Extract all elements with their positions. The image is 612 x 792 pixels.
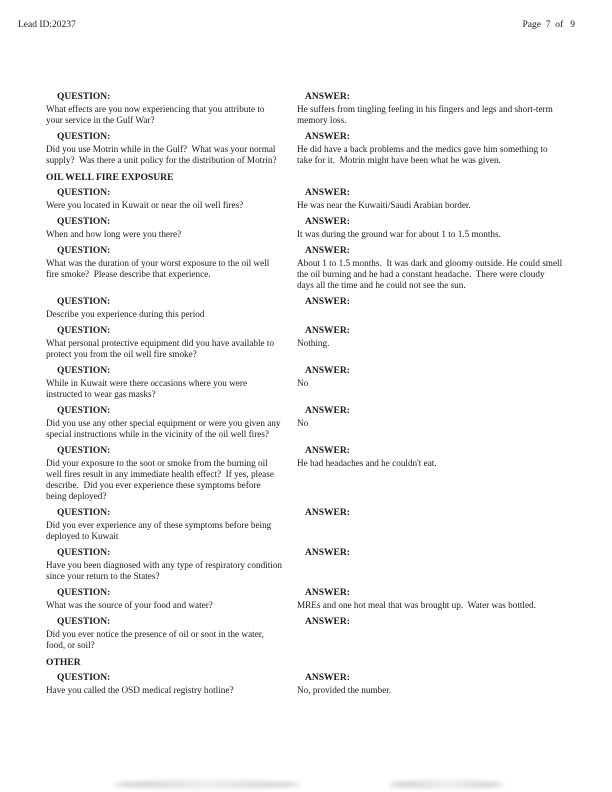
qa-row: [46, 297, 563, 320]
question-text: What was the source of your food and water?: [46, 600, 213, 610]
qa-row: [46, 92, 563, 126]
question-text: Did you use Motrin while in the Gulf? What was your normal supply? Was there a unit policy for the distribution of Motrin?: [46, 144, 278, 165]
question-label: QUESTION:: [57, 548, 111, 558]
answer-text: Nothing.: [297, 338, 330, 348]
lead-id: Lead ID:20237: [18, 20, 76, 30]
answer-label: ANSWER:: [305, 508, 350, 518]
answer-text: About 1 to 1.5 months. It was dark and gloomy outside. He could smell the oil burning and he had a constant headache. There were cloudy days all the time and he could not see the sun.: [297, 258, 565, 290]
qa-row: [46, 188, 563, 211]
question-text: When and how long were you there?: [46, 229, 182, 239]
page-header: [18, 20, 575, 30]
answer-cell: [297, 617, 563, 651]
section-heading: OIL WELL FIRE EXPOSURE: [46, 172, 174, 183]
question-text: Have you been diagnosed with any type of respiratory condition since your return to the States?: [46, 560, 285, 581]
answer-cell: [297, 246, 563, 291]
question-label: QUESTION:: [57, 588, 111, 598]
answer-label: ANSWER:: [305, 446, 350, 456]
question-cell: [46, 132, 297, 166]
qa-row: [46, 132, 563, 166]
question-cell: [46, 548, 297, 582]
question-cell: [46, 246, 297, 291]
answer-label: ANSWER:: [305, 548, 350, 558]
answer-cell: [297, 217, 563, 240]
answer-label: ANSWER:: [305, 217, 350, 227]
qa-row: [46, 326, 563, 360]
question-label: QUESTION:: [57, 132, 111, 142]
question-text: What effects are you now experiencing that you attribute to your service in the Gulf War?: [46, 104, 267, 125]
question-cell: [46, 326, 297, 360]
answer-label: ANSWER:: [305, 406, 350, 416]
answer-label: ANSWER:: [305, 188, 350, 198]
qa-row: [46, 217, 563, 240]
answer-text: It was during the ground war for about 1 to 1.5 months.: [297, 229, 501, 239]
answer-label: ANSWER:: [305, 92, 350, 102]
question-cell: [46, 366, 297, 400]
answer-label: ANSWER:: [305, 326, 350, 336]
answer-text: He had headaches and he couldn't eat.: [297, 458, 437, 468]
answer-cell: [297, 406, 563, 440]
question-text: Did you use any other special equipment or were you given any special instructions while in the vicinity of the oil well fires?: [46, 418, 283, 439]
qa-row: [46, 366, 563, 400]
question-cell: [46, 588, 297, 611]
question-label: QUESTION:: [57, 406, 111, 416]
qa-list: [46, 92, 563, 702]
page-number: Page 7 of 9: [522, 20, 575, 30]
question-text: What personal protective equipment did you have available to protect you from the oil well fire smoke?: [46, 338, 277, 359]
question-label: QUESTION:: [57, 188, 111, 198]
question-text: Describe you experience during this period: [46, 309, 205, 319]
question-cell: [46, 446, 297, 502]
qa-row: [46, 673, 563, 696]
qa-row: [46, 406, 563, 440]
question-cell: [46, 92, 297, 126]
question-label: QUESTION:: [57, 217, 111, 227]
answer-text: No, provided the number.: [297, 685, 392, 695]
answer-label: ANSWER:: [305, 297, 350, 307]
question-text: What was the duration of your worst exposure to the oil well fire smoke? Please describe that experience.: [46, 258, 272, 279]
answer-text: He did have a back problems and the medics gave him something to take for it. Motrin might have been what he was given.: [297, 144, 550, 165]
answer-cell: [297, 508, 563, 542]
question-label: QUESTION:: [57, 366, 111, 376]
question-text: Were you located in Kuwait or near the oil well fires?: [46, 200, 244, 210]
answer-text: MREs and one hot meal that was brought up. Water was bottled.: [297, 600, 536, 610]
question-label: QUESTION:: [57, 246, 111, 256]
qa-row: [46, 246, 563, 291]
answer-label: ANSWER:: [305, 132, 350, 142]
question-label: QUESTION:: [57, 92, 111, 102]
answer-cell: [297, 92, 563, 126]
answer-text: He was near the Kuwaiti/Saudi Arabian border.: [297, 200, 471, 210]
answer-cell: [297, 326, 563, 360]
answer-cell: [297, 446, 563, 502]
answer-cell: [297, 297, 563, 320]
question-cell: [46, 188, 297, 211]
answer-text: He suffers from tingling feeling in his fingers and legs and short-term memory loss.: [297, 104, 556, 125]
scan-artifact-left: [114, 780, 300, 789]
answer-cell: [297, 188, 563, 211]
answer-cell: [297, 132, 563, 166]
question-cell: [46, 297, 297, 320]
answer-text: No: [297, 378, 309, 388]
qa-row: [46, 588, 563, 611]
question-text: Have you called the OSD medical registry hotline?: [46, 685, 234, 695]
question-label: QUESTION:: [57, 508, 111, 518]
question-cell: [46, 406, 297, 440]
qa-row: [46, 548, 563, 582]
answer-cell: [297, 588, 563, 611]
scan-artifact-right: [389, 780, 503, 789]
question-text: Did you ever experience any of these symptoms before being deployed to Kuwait: [46, 520, 274, 541]
answer-text: No: [297, 418, 309, 428]
question-text: While in Kuwait were there occasions where you were instructed to wear gas masks?: [46, 378, 250, 399]
answer-label: ANSWER:: [305, 588, 350, 598]
question-cell: [46, 508, 297, 542]
answer-label: ANSWER:: [305, 617, 350, 627]
question-cell: [46, 617, 297, 651]
qa-row: [46, 446, 563, 502]
qa-row: [46, 617, 563, 651]
answer-cell: [297, 366, 563, 400]
answer-label: ANSWER:: [305, 246, 350, 256]
question-text: Did your exposure to the soot or smoke from the burning oil well fires result in any immediate health effect? If yes, please describe. Did you ever experience these symptoms before being deployed?: [46, 458, 277, 501]
answer-label: ANSWER:: [305, 366, 350, 376]
question-label: QUESTION:: [57, 617, 111, 627]
question-label: QUESTION:: [57, 326, 111, 336]
question-cell: [46, 217, 297, 240]
question-label: QUESTION:: [57, 297, 111, 307]
question-label: QUESTION:: [57, 673, 111, 683]
question-text: Did you ever notice the presence of oil or soot in the water, food, or soil?: [46, 629, 267, 650]
question-label: QUESTION:: [57, 446, 111, 456]
answer-cell: [297, 673, 563, 696]
section-heading: OTHER: [46, 657, 81, 668]
answer-label: ANSWER:: [305, 673, 350, 683]
answer-cell: [297, 548, 563, 582]
question-cell: [46, 673, 297, 696]
qa-row: [46, 508, 563, 542]
